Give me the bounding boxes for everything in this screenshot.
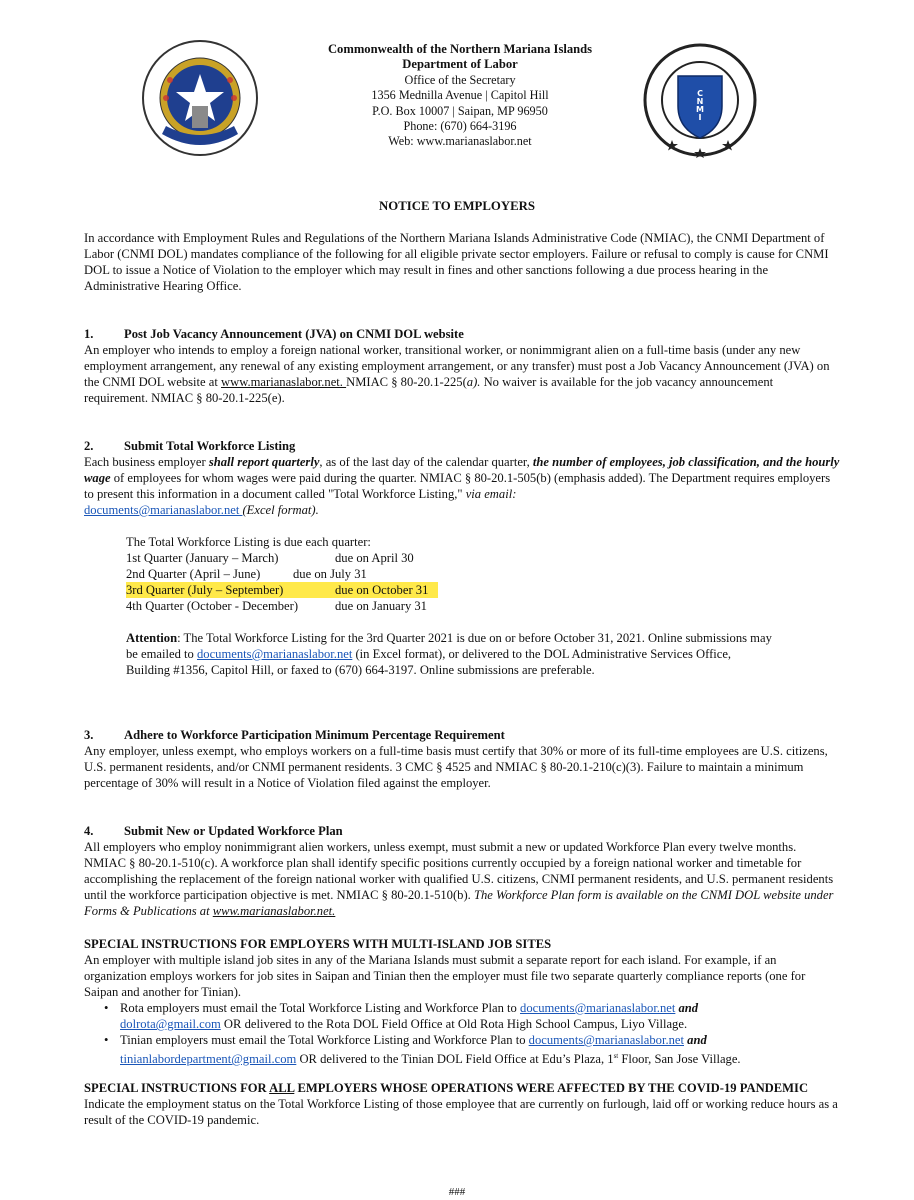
special-2-heading-a: SPECIAL INSTRUCTIONS FOR [84,1081,270,1095]
due-intro: The Total Workforce Listing is due each quarter: [126,535,371,549]
highlight-mark [126,582,438,598]
tinian-text-a: Tinian employers must email the Total Workforce Listing and Workforce Plan to [120,1033,529,1047]
rota-and: and [675,1001,699,1015]
org-name: Commonwealth of the Northern Mariana Islands [327,42,593,56]
quarter-row-3-highlighted [126,582,626,598]
quarter-label: 3rd Quarter (July – September) [126,583,284,597]
section-1-body [84,342,840,406]
page-footer: ### [448,1186,466,1198]
attention-note [126,630,776,678]
tinian-floor-sup: st [613,1052,619,1060]
quarter-label: 1st Quarter (January – March) [126,551,279,565]
section-3-title: Adhere to Workforce Participation Minimum Percentage Requirement [124,728,505,742]
section-3-heading [84,727,840,743]
quarter-label: 2nd Quarter (April – June) [126,567,261,581]
documents-email-link[interactable]: documents@marianaslabor.net [84,503,243,517]
tinian-and: and [684,1033,707,1047]
department-name: Department of Labor [402,57,518,72]
section-1 [84,326,840,406]
rota-documents-email-link[interactable]: documents@marianaslabor.net [520,1001,676,1015]
s2-via-email: via email: [465,487,517,501]
website: Web: www.marianaslabor.net [388,134,532,149]
section-4-heading [84,823,840,839]
special-1-body: An employer with multiple island job sites in any of the Mariana Islands must submit a separate report for each island. For example, if an organization employs workers for job sites in Saipan and Tinian then the employer must file two separate quarterly compliance reports (one for Saipan and another for Tinian). [84,953,806,999]
section-4 [84,823,840,919]
street-address: 1356 Mednilla Avenue | Capitol Hill [371,88,549,103]
section-1-number: 1. [84,327,94,341]
section-2 [84,438,840,518]
quarter-due: due on January 31 [335,599,427,613]
letterhead [200,42,720,150]
intro-paragraph: In accordance with Employment Rules and Regulations of the Northern Mariana Islands Administrative Code (NMIAC), the CNMI Department of Labor (CNMI DOL) mandates compliance of the following for all eligible private sector employers. Failure or refusal to comply is cause for CNMI DOL to issue a Notice of Violation to the employer which may result in fines and other sanctions following a due process hearing in the Administrative Hearing Office. [84,231,829,293]
section-1-title: Post Job Vacancy Announcement (JVA) on CNMI DOL website [124,327,464,341]
quarter-row-2 [126,566,626,582]
special-instructions-covid [84,1080,840,1128]
section-3-body: Any employer, unless exempt, who employs workers on a full-time basis must certify that 30% or more of its full-time employees are U.S. citizens, U.S. permanent residents, and/or CNMI permanent residents. 3 CMC § 4525 and NMIAC § 80-20.1-210(c)(3). Failure to maintain a minimum percentage of 30% will result in a Notice of Violation filed against the employer. [84,744,828,790]
section-4-body [84,839,840,919]
tinian-labor-email-link[interactable]: tinianlabordepartment@gmail.com [120,1052,297,1067]
tinian-documents-email-link[interactable]: documents@marianaslabor.net [528,1033,684,1047]
quarter-due: due on April 30 [335,551,414,565]
svg-text:N: N [696,97,704,106]
svg-text:M: M [696,105,704,114]
notice-title: NOTICE TO EMPLOYERS [379,199,535,213]
s1-text-c: No waiver is available for the job vacancy announcement requirement. NMIAC § 80-20.1-225(e). [84,375,774,405]
rota-bullet [84,1000,840,1032]
special-2-heading-b: EMPLOYERS WHOSE OPERATIONS WERE AFFECTED BY THE COVID-19 PANDEMIC [294,1081,809,1095]
phone: Phone: (670) 664-3196 [403,119,517,134]
section-2-title: Submit Total Workforce Listing [124,439,296,453]
tinian-bullet [84,1032,840,1067]
website-link[interactable]: www.marianaslabor.net. [221,375,347,389]
s2-emphasis-2: the number of employees, job classification, and the hourly wage [84,455,840,485]
s2-text-1: Each business employer [84,455,209,469]
section-3-number: 3. [84,728,94,742]
office-name: Office of the Secretary [404,72,516,87]
section-2-body [84,454,840,518]
s2-text-2: , as of the last day of the calendar quarter, [319,455,533,469]
attention-text-b: (in Excel format), or delivered to the DOL Administrative Services Office, Building #1356, Capitol Hill, or faxed to (670) 664-3197. Online submissions are preferable. [126,647,732,677]
attention-text-a: : The Total Workforce Listing for the 3rd Quarter 2021 is due on or before October 31, 2021. Online submissions may be emailed to [126,631,772,661]
attention-label: Attention [126,631,178,645]
special-2-heading-all: ALL [269,1081,295,1095]
special-2-heading [84,1080,840,1096]
s2-emphasis-1: shall report quarterly [208,455,320,469]
section-4-title: Submit New or Updated Workforce Plan [124,824,343,838]
quarter-row-4 [126,598,626,614]
quarter-row-1 [126,550,626,566]
tinian-text-c: Floor, San Jose Village. [618,1052,741,1067]
quarter-due-table [126,534,626,614]
svg-text:I: I [698,113,702,122]
quarter-label: 4th Quarter (October - December) [126,599,299,613]
s1-text-b-italic: a). [466,375,481,389]
section-2-heading [84,438,840,454]
s1-text-b: NMIAC § 80-20.1-225( [346,375,467,389]
po-box: P.O. Box 10007 | Saipan, MP 96950 [372,103,548,118]
bullet-icon: • [104,1001,109,1015]
quarter-due: due on July 31 [293,567,367,581]
s4-italic-text: The Workforce Plan form is available on the CNMI DOL website under Forms & Publications at [84,888,834,918]
special-2-body: Indicate the employment status on the Total Workforce Listing of those employee that are currently on furlough, laid off or working reduce hours as a result of the COVID-19 pandemic. [84,1097,838,1127]
workforce-plan-link[interactable]: www.marianaslabor.net. [212,904,336,918]
bullet-icon: • [104,1033,109,1047]
section-3 [84,727,840,791]
rota-text-a: Rota employers must email the Total Workforce Listing and Workforce Plan to [120,1001,521,1015]
special-instructions-multi-island [84,936,840,1067]
attention-email-link[interactable]: documents@marianaslabor.net [197,647,353,661]
section-2-number: 2. [84,439,94,453]
s2-excel-format: (Excel format). [242,503,319,517]
quarter-due: due on October 31 [335,583,429,597]
svg-text:C: C [697,89,703,98]
rota-text-b: OR delivered to the Rota DOL Field Office at Old Rota High School Campus, Liyo Village. [220,1017,688,1031]
section-4-number: 4. [84,824,94,838]
special-1-heading: SPECIAL INSTRUCTIONS FOR EMPLOYERS WITH MULTI-ISLAND JOB SITES [84,937,552,951]
s4-text: All employers who employ nonimmigrant alien workers, unless exempt, must submit a new or updated Workforce Plan every twelve months. NMIAC § 80-20.1-510(c). A workforce plan shall identify specific positions currently occupied by a foreign national worker and timetable for accomplishing the replacement of the foreign national worker with qualified U.S. citizens, CNMI permanent residents, and U.S. permanent residents until the workforce participation objective is met. NMIAC § 80-20.1-510(b). [84,840,834,902]
s2-text-3: of employees for whom wages were paid during the quarter. NMIAC § 80-20.1-505(b) (emphasis added). The Department requires employers to present this information in a document called "Total Workforce Listing," [84,471,831,501]
section-1-heading [84,326,840,342]
s1-text-a: An employer who intends to employ a foreign national worker, transitional worker, or nonimmigrant alien on a full-time basis (under any new employment arrangement, any renewal of any existing employment arrangement, or any transfer) must post a Job Vacancy Announcement (JVA) on the CNMI DOL website at [84,343,830,389]
tinian-text-b: OR delivered to the Tinian DOL Field Office at Edu’s Plaza, 1 [296,1052,614,1067]
dolrota-email-link[interactable]: dolrota@gmail.com [120,1017,221,1031]
